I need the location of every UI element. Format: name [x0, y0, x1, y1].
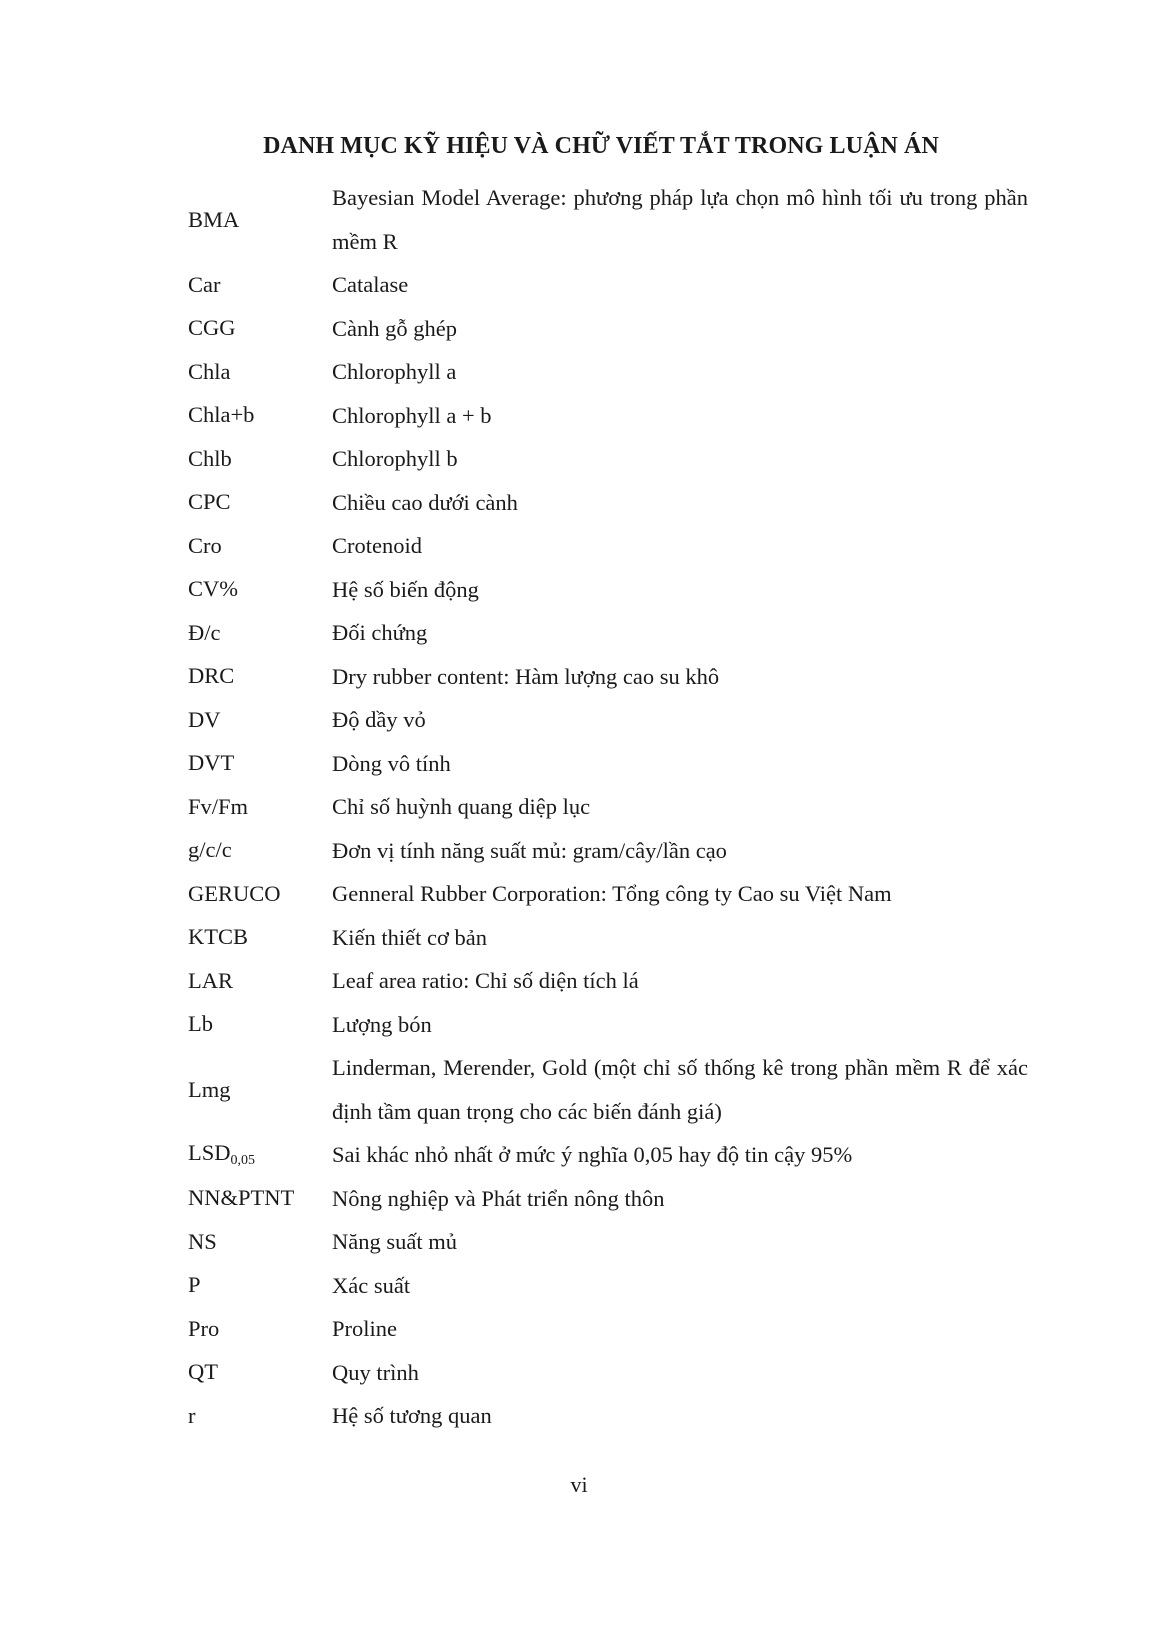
- abbreviation-definition: Dry rubber content: Hàm lượng cao su khô: [332, 663, 720, 689]
- abbreviation-term: Chlb: [188, 445, 232, 471]
- abbreviation-term: Fv/Fm: [188, 793, 249, 819]
- abbreviation-definition: Chỉ số huỳnh quang diệp lục: [332, 794, 591, 819]
- abbreviation-row: [188, 785, 1028, 829]
- page-number: vi: [570, 1472, 588, 1497]
- abbreviation-row: [188, 829, 1028, 873]
- abbreviation-term: Pro: [188, 1315, 220, 1341]
- abbreviation-term: GERUCO: [188, 880, 281, 906]
- abbreviation-row: [188, 263, 1028, 307]
- abbreviation-row: [188, 655, 1028, 699]
- abbreviation-definition: Linderman, Merender, Gold (một chỉ số thống kê trong phần mềm R để xác định tầm quan trọng cho các biến đánh giá): [332, 1055, 1028, 1124]
- abbreviation-definition: Hệ số biến động: [332, 576, 479, 602]
- abbreviation-term: r: [188, 1402, 196, 1428]
- abbreviation-definition: Đơn vị tính năng suất mủ: gram/cây/lần cạo: [332, 837, 727, 863]
- abbreviation-row: [188, 350, 1028, 394]
- abbreviation-row: [188, 307, 1028, 351]
- abbreviation-row: [188, 742, 1028, 786]
- abbreviation-term-main: LSD: [188, 1140, 231, 1166]
- abbreviation-term: g/c/c: [188, 837, 232, 863]
- abbreviation-row: [188, 481, 1028, 525]
- abbreviation-definition: Năng suất mủ: [332, 1229, 457, 1254]
- abbreviation-definition: Đối chứng: [332, 620, 428, 645]
- abbreviation-term: CPC: [188, 489, 231, 515]
- abbreviation-term: Lmg: [188, 1076, 231, 1102]
- abbreviation-definition: Độ dầy vỏ: [332, 707, 426, 732]
- abbreviation-definition: Xác suất: [332, 1272, 411, 1298]
- abbreviation-row: [188, 1394, 1028, 1438]
- abbreviation-row: [188, 1133, 1028, 1177]
- abbreviation-definition: Kiến thiết cơ bản: [332, 924, 487, 950]
- abbreviation-term: Car: [188, 271, 221, 297]
- abbreviation-term: Đ/c: [188, 619, 221, 645]
- abbreviation-row: [188, 1264, 1028, 1308]
- abbreviation-row: [188, 1307, 1028, 1351]
- abbreviation-definition: Chlorophyll a: [332, 359, 457, 384]
- abbreviation-definition: Chiều cao dưới cành: [332, 489, 518, 515]
- abbreviation-definition: Cành gỗ ghép: [332, 315, 457, 341]
- abbreviation-term: NS: [188, 1228, 217, 1254]
- abbreviation-row: [188, 524, 1028, 568]
- abbreviation-row: [188, 698, 1028, 742]
- abbreviation-row: [188, 1046, 1028, 1133]
- abbreviation-row: [188, 872, 1028, 916]
- abbreviation-term: DV: [188, 706, 221, 732]
- abbreviation-row: [188, 1220, 1028, 1264]
- abbreviation-term: DRC: [188, 663, 235, 689]
- abbreviation-row: [188, 437, 1028, 481]
- abbreviation-definition: Catalase: [332, 272, 409, 297]
- abbreviation-row: [188, 1351, 1028, 1395]
- abbreviation-list: [188, 176, 1028, 1438]
- abbreviation-definition: Dòng vô tính: [332, 750, 451, 776]
- abbreviation-term: QT: [188, 1359, 218, 1385]
- abbreviation-row: [188, 394, 1028, 438]
- abbreviation-term: KTCB: [188, 924, 249, 950]
- abbreviation-term: Chla: [188, 358, 231, 384]
- abbreviation-term: CV%: [188, 576, 238, 602]
- abbreviation-row: [188, 611, 1028, 655]
- abbreviation-term: BMA: [188, 206, 240, 232]
- abbreviation-definition: Quy trình: [332, 1359, 419, 1385]
- abbreviation-definition: Bayesian Model Average: phương pháp lựa chọn mô hình tối ưu trong phần mềm R: [332, 185, 1028, 254]
- abbreviation-term: P: [188, 1272, 201, 1298]
- abbreviation-definition: Leaf area ratio: Chỉ số diện tích lá: [332, 968, 639, 993]
- abbreviation-definition: Lượng bón: [332, 1011, 432, 1037]
- abbreviation-term: LAR: [188, 967, 233, 993]
- abbreviation-definition: Genneral Rubber Corporation: Tổng công ty Cao su Việt Nam: [332, 881, 892, 906]
- abbreviation-definition: Sai khác nhỏ nhất ở mức ý nghĩa 0,05 hay độ tin cậy 95%: [332, 1142, 853, 1167]
- abbreviation-definition: Crotenoid: [332, 533, 422, 558]
- abbreviation-row: [188, 1177, 1028, 1221]
- abbreviation-term: CGG: [188, 315, 236, 341]
- abbreviation-term: NN&PTNT: [188, 1185, 295, 1211]
- abbreviation-term: Chla+b: [188, 402, 255, 428]
- abbreviation-row: [188, 176, 1028, 263]
- abbreviation-definition: Nông nghiệp và Phát triển nông thôn: [332, 1185, 665, 1211]
- abbreviation-row: [188, 568, 1028, 612]
- abbreviation-term: Cro: [188, 532, 222, 558]
- abbreviation-term-subscript: 0,05: [230, 1153, 256, 1169]
- abbreviation-row: [188, 916, 1028, 960]
- abbreviation-term: [188, 1140, 332, 1169]
- page-title: DANH MỤC KỸ HIỆU VÀ CHỮ VIẾT TẮT TRONG LUẬN ÁN: [263, 133, 939, 159]
- abbreviation-row: [188, 959, 1028, 1003]
- abbreviation-definition: Proline: [332, 1316, 397, 1341]
- abbreviation-row: [188, 1003, 1028, 1047]
- abbreviation-definition: Hệ số tương quan: [332, 1403, 492, 1428]
- abbreviation-term: DVT: [188, 750, 235, 776]
- abbreviation-term: Lb: [188, 1011, 213, 1037]
- abbreviation-definition: Chlorophyll b: [332, 446, 458, 471]
- abbreviation-definition: Chlorophyll a + b: [332, 402, 492, 428]
